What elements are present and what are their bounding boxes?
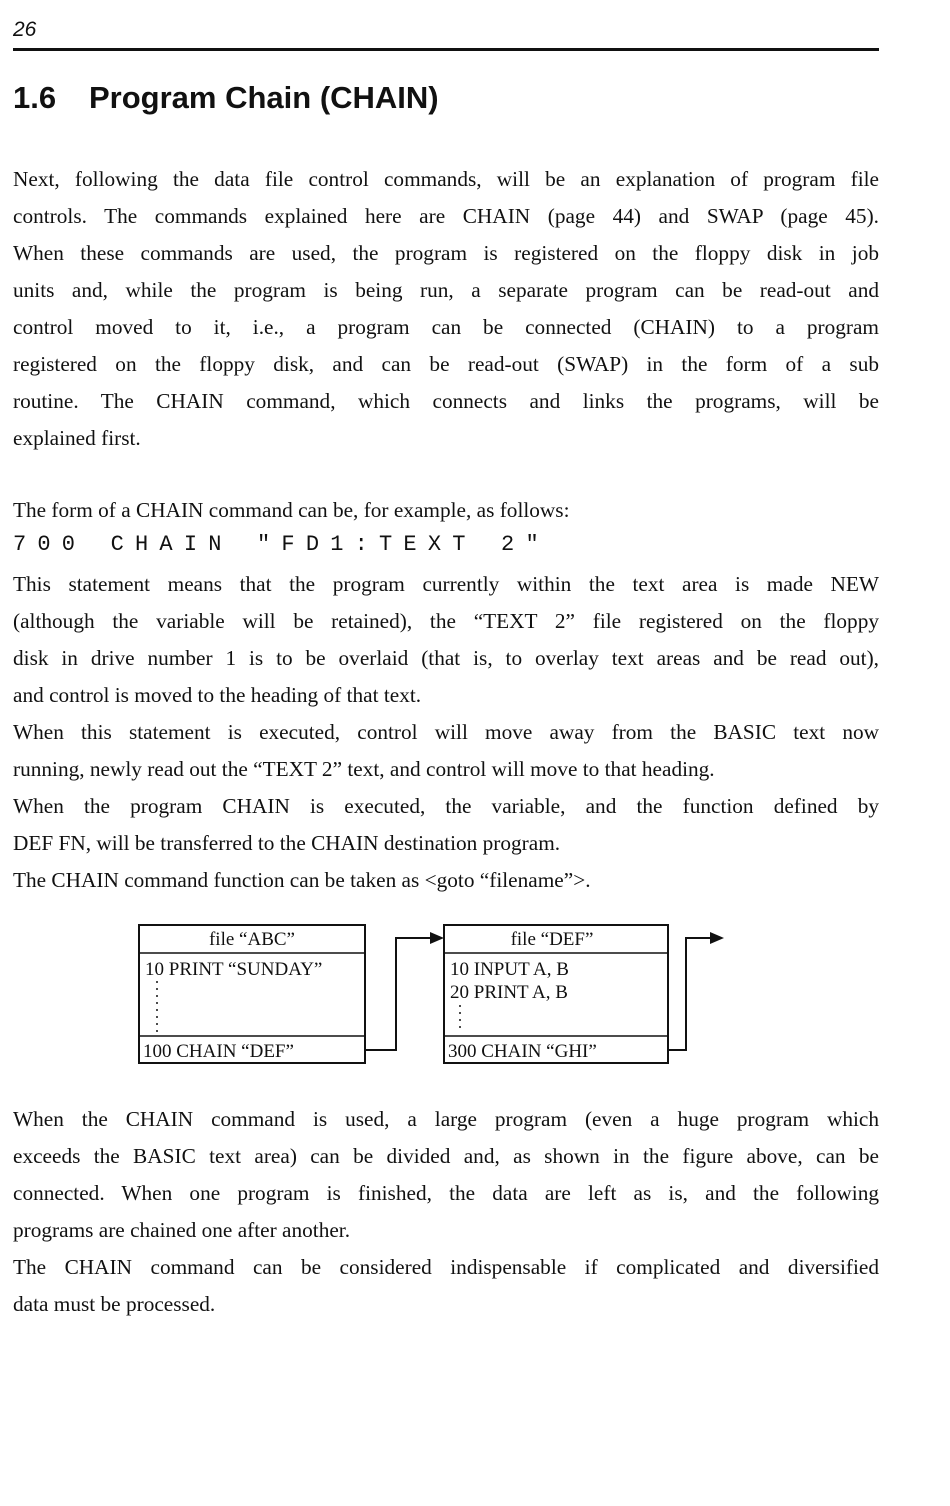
section-number: 1.6 — [13, 80, 57, 115]
text-line: The CHAIN command can be considered indispensable if complicated and diversified — [13, 1255, 879, 1279]
code-example: 700 CHAIN "FD1:TEXT 2" — [13, 532, 550, 557]
text-line: The CHAIN command function can be taken as <goto “filename”>. — [13, 868, 591, 892]
text-line: This statement means that the program currently within the text area is made NEW — [13, 572, 879, 596]
text-line: When the CHAIN command is used, a large program (even a huge program which — [13, 1107, 879, 1131]
chain-connector — [365, 938, 432, 1050]
text-line: connected. When one program is finished, the data are left as is, and the following — [13, 1181, 879, 1205]
text-line: When the program CHAIN is executed, the variable, and the function defined by — [13, 794, 879, 818]
text-line: control moved to it, i.e., a program can be connected (CHAIN) to a program — [13, 315, 879, 339]
text-line: registered on the floppy disk, and can be read-out (SWAP) in the form of a sub — [13, 352, 879, 376]
file-def-line: 20 PRINT A, B — [450, 982, 568, 1003]
file-def-line: 10 INPUT A, B — [450, 959, 569, 980]
text-line: DEF FN, will be transferred to the CHAIN destination program. — [13, 831, 561, 855]
intro-paragraph — [13, 161, 879, 457]
arrow-head-icon — [430, 932, 444, 944]
explanation-paragraph — [13, 566, 879, 899]
closing-paragraph — [13, 1101, 879, 1323]
text-line: exceeds the BASIC text area) can be divided and, as shown in the figure above, can be — [13, 1144, 879, 1168]
section-title: Program Chain (CHAIN) — [89, 80, 439, 115]
text-line: (although the variable will be retained), the “TEXT 2” file registered on the floppy — [13, 609, 879, 633]
page-number: 26 — [13, 18, 37, 41]
text-line: programs are chained one after another. — [13, 1218, 351, 1242]
text-line: routine. The CHAIN command, which connects and links the programs, will be — [13, 389, 879, 413]
text-line: running, newly read out the “TEXT 2” text, and control will move to that heading. — [13, 757, 715, 781]
file-def-footer: 300 CHAIN “GHI” — [448, 1041, 597, 1062]
text-line: disk in drive number 1 is to be overlaid (that is, to overlay text areas and be read out), — [13, 646, 879, 670]
file-def-box — [444, 925, 668, 1063]
text-line: units and, while the program is being run, a separate program can be read-out and — [13, 278, 879, 302]
file-abc-line: 10 PRINT “SUNDAY” — [145, 959, 323, 980]
header-rule — [13, 48, 879, 51]
form-paragraph — [13, 492, 879, 529]
text-line: and control is moved to the heading of that text. — [13, 683, 422, 707]
text-line: Next, following the data file control commands, will be an explanation of program file — [13, 167, 879, 191]
file-abc-box — [139, 925, 365, 1063]
chain-diagram — [0, 915, 950, 1085]
arrow-head-icon — [710, 932, 724, 944]
section-heading — [13, 80, 439, 116]
text-line: explained first. — [13, 426, 141, 450]
text-line: When these commands are used, the program is registered on the floppy disk in job — [13, 241, 879, 265]
text-line: controls. The commands explained here are CHAIN (page 44) and SWAP (page 45). — [13, 204, 879, 228]
text-line: The form of a CHAIN command can be, for example, as follows: — [13, 498, 570, 522]
file-abc-title: file “ABC” — [208, 929, 296, 950]
text-line: data must be processed. — [13, 1292, 216, 1316]
file-abc-footer: 100 CHAIN “DEF” — [143, 1041, 294, 1062]
text-line: When this statement is executed, control will move away from the BASIC text now — [13, 720, 879, 744]
file-def-title: file “DEF” — [510, 929, 594, 950]
chain-connector-out — [668, 938, 712, 1050]
